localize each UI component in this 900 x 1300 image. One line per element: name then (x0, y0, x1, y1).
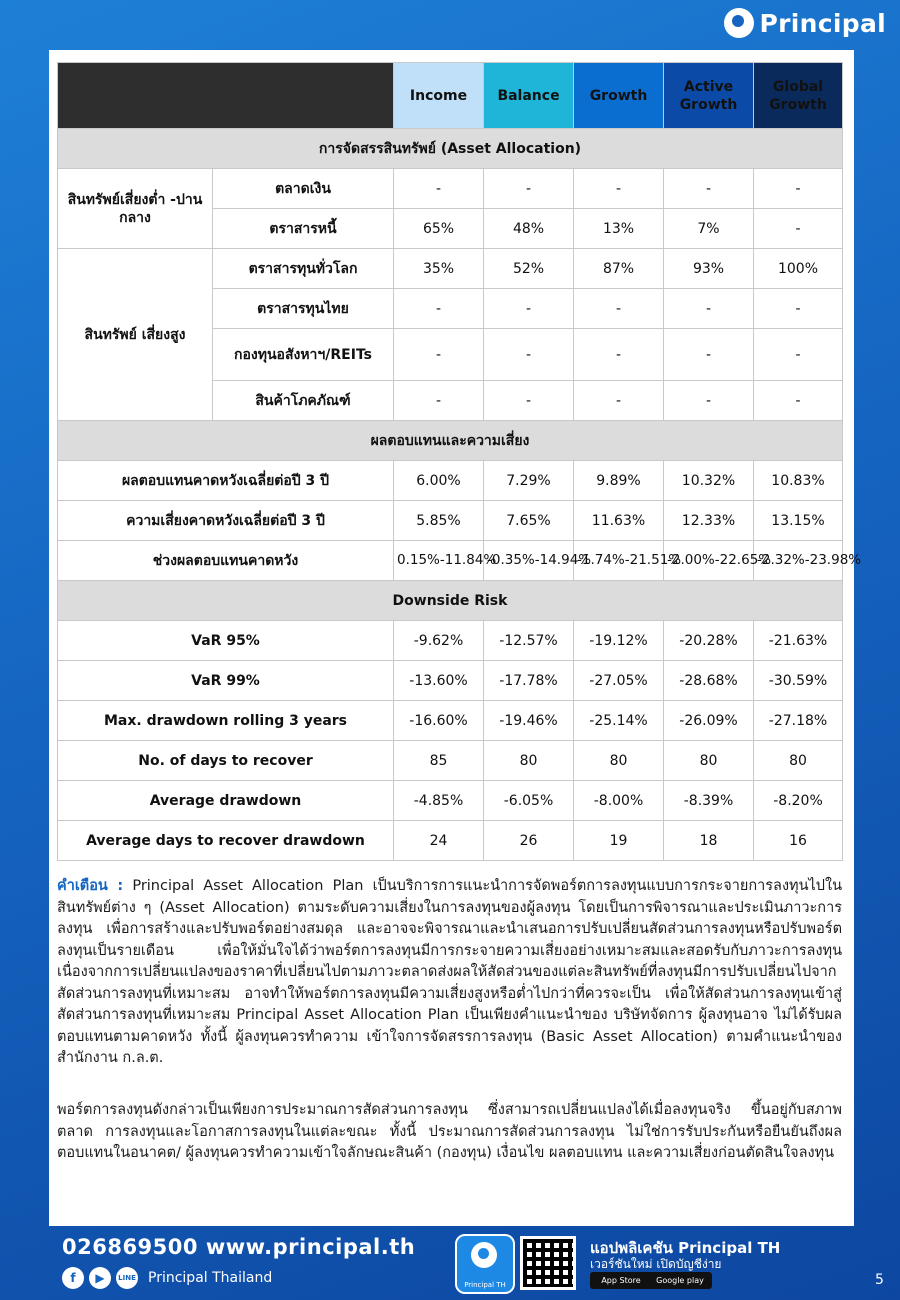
cell: - (484, 329, 574, 381)
cell: - (664, 169, 754, 209)
principal-app-logo-icon (471, 1242, 497, 1268)
cell: 85 (394, 741, 484, 781)
cell: -17.78% (484, 661, 574, 701)
group-high-risk: สินทรัพย์ เสี่ยงสูง (58, 249, 213, 421)
cell: - (574, 329, 664, 381)
cell: -1.74%-21.51% (574, 541, 664, 581)
cell: - (754, 169, 843, 209)
cell: -0.35%-14.94% (484, 541, 574, 581)
line-icon[interactable]: LINE (116, 1267, 138, 1289)
cell: 18 (664, 821, 754, 861)
cell: 48% (484, 209, 574, 249)
table-row (58, 741, 843, 781)
row-label: No. of days to recover (58, 741, 394, 781)
cell: 100% (754, 249, 843, 289)
app-icon[interactable] (455, 1234, 515, 1294)
row-label: ตราสารทุนทั่วโลก (213, 249, 394, 289)
cell: -4.85% (394, 781, 484, 821)
youtube-icon[interactable]: ▶ (89, 1267, 111, 1289)
cell: - (754, 209, 843, 249)
header-row (58, 63, 843, 129)
row-label: กองทุนอสังหาฯ/REITs (213, 329, 394, 381)
cell: 24 (394, 821, 484, 861)
cell: -27.05% (574, 661, 664, 701)
row-label: ผลตอบแทนคาดหวังเฉลี่ยต่อปี 3 ปี (58, 461, 394, 501)
cell: -28.68% (664, 661, 754, 701)
cell: -13.60% (394, 661, 484, 701)
page-number: 5 (875, 1272, 884, 1288)
row-label: Average drawdown (58, 781, 394, 821)
cell: - (754, 289, 843, 329)
cell: - (574, 289, 664, 329)
cell: 6.00% (394, 461, 484, 501)
cell: -19.12% (574, 621, 664, 661)
column-header-balance: Balance (484, 63, 574, 129)
row-label: ตราสารหนี้ (213, 209, 394, 249)
cell: 52% (484, 249, 574, 289)
app-icon-caption: Principal TH (464, 1281, 506, 1289)
table-row (58, 781, 843, 821)
cell: - (754, 329, 843, 381)
cell: - (484, 169, 574, 209)
cell: -21.63% (754, 621, 843, 661)
cell: - (484, 289, 574, 329)
section-asset-allocation: การจัดสรรสินทรัพย์ (Asset Allocation) (58, 129, 843, 169)
cell: 10.32% (664, 461, 754, 501)
cell: 9.89% (574, 461, 664, 501)
cell: - (394, 289, 484, 329)
cell: -2.32%-23.98% (754, 541, 843, 581)
cell: - (484, 381, 574, 421)
facebook-icon[interactable]: f (62, 1267, 84, 1289)
section-return-risk: ผลตอบแทนและความเสี่ยง (58, 421, 843, 461)
row-label: ช่วงผลตอบแทนคาดหวัง (58, 541, 394, 581)
column-header-active-growth: Active Growth (664, 63, 754, 129)
row-label: ตราสารทุนไทย (213, 289, 394, 329)
cell: -12.57% (484, 621, 574, 661)
cell: 5.85% (394, 501, 484, 541)
social-account-name: Principal Thailand (148, 1270, 273, 1286)
section-downside-risk: Downside Risk (58, 581, 843, 621)
cell: 13.15% (754, 501, 843, 541)
column-header-global-growth: Global Growth (754, 63, 843, 129)
app-store-badge[interactable]: App Store (590, 1272, 652, 1289)
cell: 13% (574, 209, 664, 249)
cell: - (664, 381, 754, 421)
cell: -16.60% (394, 701, 484, 741)
row-label: Max. drawdown rolling 3 years (58, 701, 394, 741)
table-row (58, 541, 843, 581)
cell: - (394, 381, 484, 421)
logo-text: Principal (759, 8, 886, 38)
header-corner (58, 63, 394, 129)
table-row (58, 621, 843, 661)
cell: - (664, 329, 754, 381)
table-row (58, 701, 843, 741)
app-subtitle: เวอร์ชันใหม่ เปิดบัญชีง่าย (590, 1257, 722, 1271)
cell: 16 (754, 821, 843, 861)
cell: -25.14% (574, 701, 664, 741)
cell: 26 (484, 821, 574, 861)
cell: -8.39% (664, 781, 754, 821)
table-row (58, 501, 843, 541)
asset-allocation-table (57, 62, 862, 861)
cell: 19 (574, 821, 664, 861)
cell: 87% (574, 249, 664, 289)
qr-code-icon (520, 1236, 576, 1290)
app-title: แอปพลิเคชัน Principal TH (590, 1239, 781, 1257)
principal-logo-icon (724, 8, 754, 38)
cell: 11.63% (574, 501, 664, 541)
table-row (58, 461, 843, 501)
cell: - (754, 381, 843, 421)
disclaimer-paragraph: พอร์ตการลงทุนดังกล่าวเป็นเพียงการประมาณการสัดส่วนการลงทุน ซึ่งสามารถเปลี่ยนแปลงได้เมื่อลงทุนจริง ขึ้นอยู่กับสภาพตลาด การลงทุนและโอกาสการลงทุนในแต่ละขณะ ทั้งนี้ ประมาณการสัดส่วนการลงทุน ไม่ใช่การรับประกันหรือยืนยันถึงผลตอบแทนในอนาคต/ ผู้ลงทุนควรทำความเข้าใจลักษณะสินค้า (กองทุน) เงื่อนไข ผลตอบแทน และความเสี่ยงก่อนตัดสินใจลงทุน (57, 1102, 842, 1161)
cell: -8.00% (574, 781, 664, 821)
row-label: ตลาดเงิน (213, 169, 394, 209)
column-header-income: Income (394, 63, 484, 129)
cell: 65% (394, 209, 484, 249)
table-row (58, 661, 843, 701)
cell: 80 (664, 741, 754, 781)
cell: -20.28% (664, 621, 754, 661)
cell: 35% (394, 249, 484, 289)
google-play-badge[interactable]: Google play (648, 1272, 712, 1289)
cell: 80 (754, 741, 843, 781)
footer (0, 1226, 900, 1300)
row-label: ความเสี่ยงคาดหวังเฉลี่ยต่อปี 3 ปี (58, 501, 394, 541)
social-links (62, 1267, 272, 1289)
cell: - (394, 169, 484, 209)
group-low-risk: สินทรัพย์เสี่ยงต่ำ -ปานกลาง (58, 169, 213, 249)
row-label: Average days to recover drawdown (58, 821, 394, 861)
table-row (58, 169, 843, 209)
cell: - (574, 381, 664, 421)
table-row (58, 821, 843, 861)
row-label: VaR 99% (58, 661, 394, 701)
cell: 80 (574, 741, 664, 781)
cell: - (574, 169, 664, 209)
warning-text: Principal Asset Allocation Plan เป็นบริการการแนะนำการจัดพอร์ตการลงทุนแบบการกระจายการลงทุนไปในสินทรัพย์ต่าง ๆ (Asset Allocation) ตามระดับความเสี่ยงในการลงทุนของผู้ลงทุน โดยเป็นการพิจารณาและประเมินภาวะการลงทุน เพื่อการสร้างและปรับพอร์ตอย่างสมดุล และอาจจะพิจารณาและนำเสนอการปรับเปลี่ยนสัดส่วนการลงทุนหรือปรับพอร์ตลงทุนเป็นรายเดือน เพื่อให้มั่นใจได้ว่าพอร์ตการลงทุนมีการกระจายความเสี่ยงอย่างเหมาะสมและสอดรับกับภาวะการลงทุน เนื่องจากการเปลี่ยนแปลงของราคาที่เปลี่ยนไปตามภาวะตลาดส่งผลให้สัดส่วนของแต่ละสินทรัพย์ที่ลงทุนมีการปรับเปลี่ยนไปจากสัดส่วนการลงทุนที่เหมาะสม อาจทำให้พอร์ตการลงทุนมีความเสี่ยงสูงหรือต่ำไปกว่าที่ควรจะเป็น เพื่อให้สัดส่วนการลงทุนเข้าสู่สัดส่วนการลงทุนที่เหมาะสม Principal Asset Allocation Plan เป็นเพียงคำแนะนำของ บริษัทจัดการ ผู้ลงทุนอาจ ไม่ได้รับผลตอบแทนตามคาดหวัง ทั้งนี้ ผู้ลงทุนควรทำความ เข้าใจการจัดสรรการลงทุน (Basic Asset Allocation) ตามคำแนะนำของสำนักงาน ก.ล.ต. (57, 878, 842, 1066)
warning-paragraph (57, 876, 842, 1070)
cell: -19.46% (484, 701, 574, 741)
row-label: สินค้าโภคภัณฑ์ (213, 381, 394, 421)
cell: -8.20% (754, 781, 843, 821)
content-sheet (49, 50, 862, 1226)
table-row (58, 249, 843, 289)
cell: 80 (484, 741, 574, 781)
cell: 7% (664, 209, 754, 249)
cell: 12.33% (664, 501, 754, 541)
contact-phone-website[interactable]: 026869500 www.principal.th (62, 1235, 416, 1259)
cell: -26.09% (664, 701, 754, 741)
cell: -2.00%-22.65% (664, 541, 754, 581)
cell: -30.59% (754, 661, 843, 701)
cell: -27.18% (754, 701, 843, 741)
cell: -6.05% (484, 781, 574, 821)
cell: 0.15%-11.84% (394, 541, 484, 581)
column-header-growth: Growth (574, 63, 664, 129)
row-label: VaR 95% (58, 621, 394, 661)
cell: 10.83% (754, 461, 843, 501)
cell: - (394, 329, 484, 381)
cell: - (664, 289, 754, 329)
cell: 7.65% (484, 501, 574, 541)
principal-logo (724, 8, 886, 38)
cell: 7.29% (484, 461, 574, 501)
cell: 93% (664, 249, 754, 289)
warning-label: คำเตือน : (57, 878, 124, 894)
cell: -9.62% (394, 621, 484, 661)
